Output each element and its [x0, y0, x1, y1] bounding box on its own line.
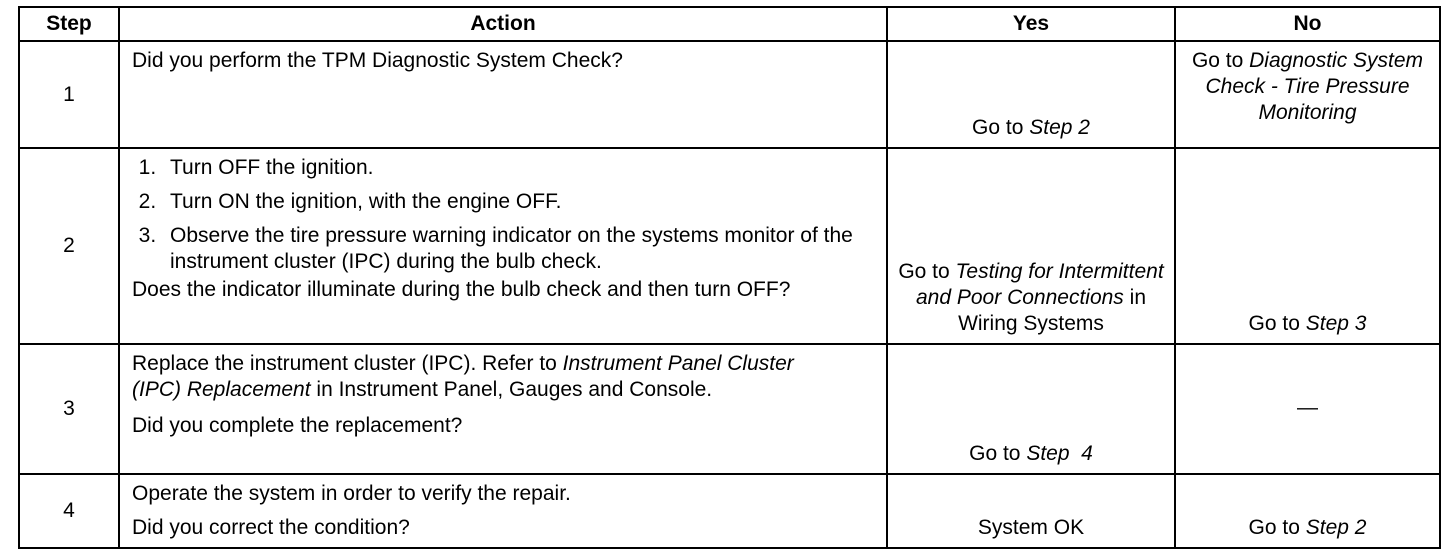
- action-cell: [119, 344, 887, 474]
- header-yes: Yes: [887, 7, 1175, 41]
- action-steps-list: [132, 155, 876, 275]
- step-number: 4: [19, 474, 119, 548]
- table-row-step-1: [19, 41, 1440, 148]
- yes-text: Go to: [898, 260, 956, 283]
- list-item: 1. Turn OFF the ignition.: [162, 155, 876, 181]
- yes-link: Testing for Intermittent and Poor Connections: [916, 260, 1164, 309]
- no-cell: [1175, 474, 1440, 548]
- yes-cell: [887, 344, 1175, 474]
- step-number: 2: [19, 148, 119, 344]
- no-link: Diagnostic System Check - Tire Pressure Monitoring: [1205, 49, 1424, 124]
- table-row-step-2: [19, 148, 1440, 344]
- yes-cell: [887, 474, 1175, 548]
- yes-text: System OK: [977, 516, 1085, 539]
- header-no: No: [1175, 7, 1440, 41]
- action-cell: [119, 41, 887, 148]
- table-row-step-3: [19, 344, 1440, 474]
- yes-link: Step 4: [1026, 442, 1093, 465]
- action-instruction: [132, 351, 876, 403]
- no-link: Step 3: [1305, 312, 1367, 335]
- action-cell: [119, 148, 887, 344]
- action-question: Did you complete the replacement?: [132, 414, 463, 437]
- yes-text: Go to: [969, 442, 1027, 465]
- table-row-step-4: [19, 474, 1440, 548]
- no-text: Go to: [1248, 312, 1306, 335]
- header-step: Step: [19, 7, 119, 41]
- no-cell: [1175, 148, 1440, 344]
- action-question: Did you perform the TPM Diagnostic System Check?: [132, 49, 623, 72]
- list-item: 3. Observe the tire pressure warning indicator on the systems monitor of the instrument cluster (IPC) during the bulb check.: [162, 223, 876, 275]
- instruction-text: Replace the instrument cluster (IPC). Refer to: [132, 352, 563, 375]
- action-question: Does the indicator illuminate during the bulb check and then turn OFF?: [132, 278, 791, 301]
- step-number: 3: [19, 344, 119, 474]
- instruction-text-suffix: in Instrument Panel, Gauges and Console.: [310, 378, 713, 401]
- header-row: [19, 7, 1440, 41]
- no-text: Go to: [1248, 516, 1306, 539]
- action-question: Did you correct the condition?: [132, 516, 410, 539]
- yes-text: Go to: [972, 116, 1030, 139]
- header-action: Action: [119, 7, 887, 41]
- no-text: Go to: [1191, 49, 1250, 72]
- yes-link: Step 2: [1029, 116, 1090, 139]
- diagnostic-table: [18, 6, 1441, 549]
- action-cell: [119, 474, 887, 548]
- step-number: 1: [19, 41, 119, 148]
- yes-cell: [887, 41, 1175, 148]
- list-item: 2. Turn ON the ignition, with the engine OFF.: [162, 189, 876, 215]
- no-dash: —: [1297, 396, 1318, 419]
- action-instruction: Operate the system in order to verify the repair.: [132, 482, 571, 505]
- yes-cell: [887, 148, 1175, 344]
- no-cell: [1175, 344, 1440, 474]
- instruction-reference: Instrument Panel Cluster (IPC) Replacement: [132, 352, 794, 401]
- no-cell: [1175, 41, 1440, 148]
- yes-text-suffix: in Wiring Systems: [958, 286, 1146, 335]
- no-link: Step 2: [1305, 516, 1367, 539]
